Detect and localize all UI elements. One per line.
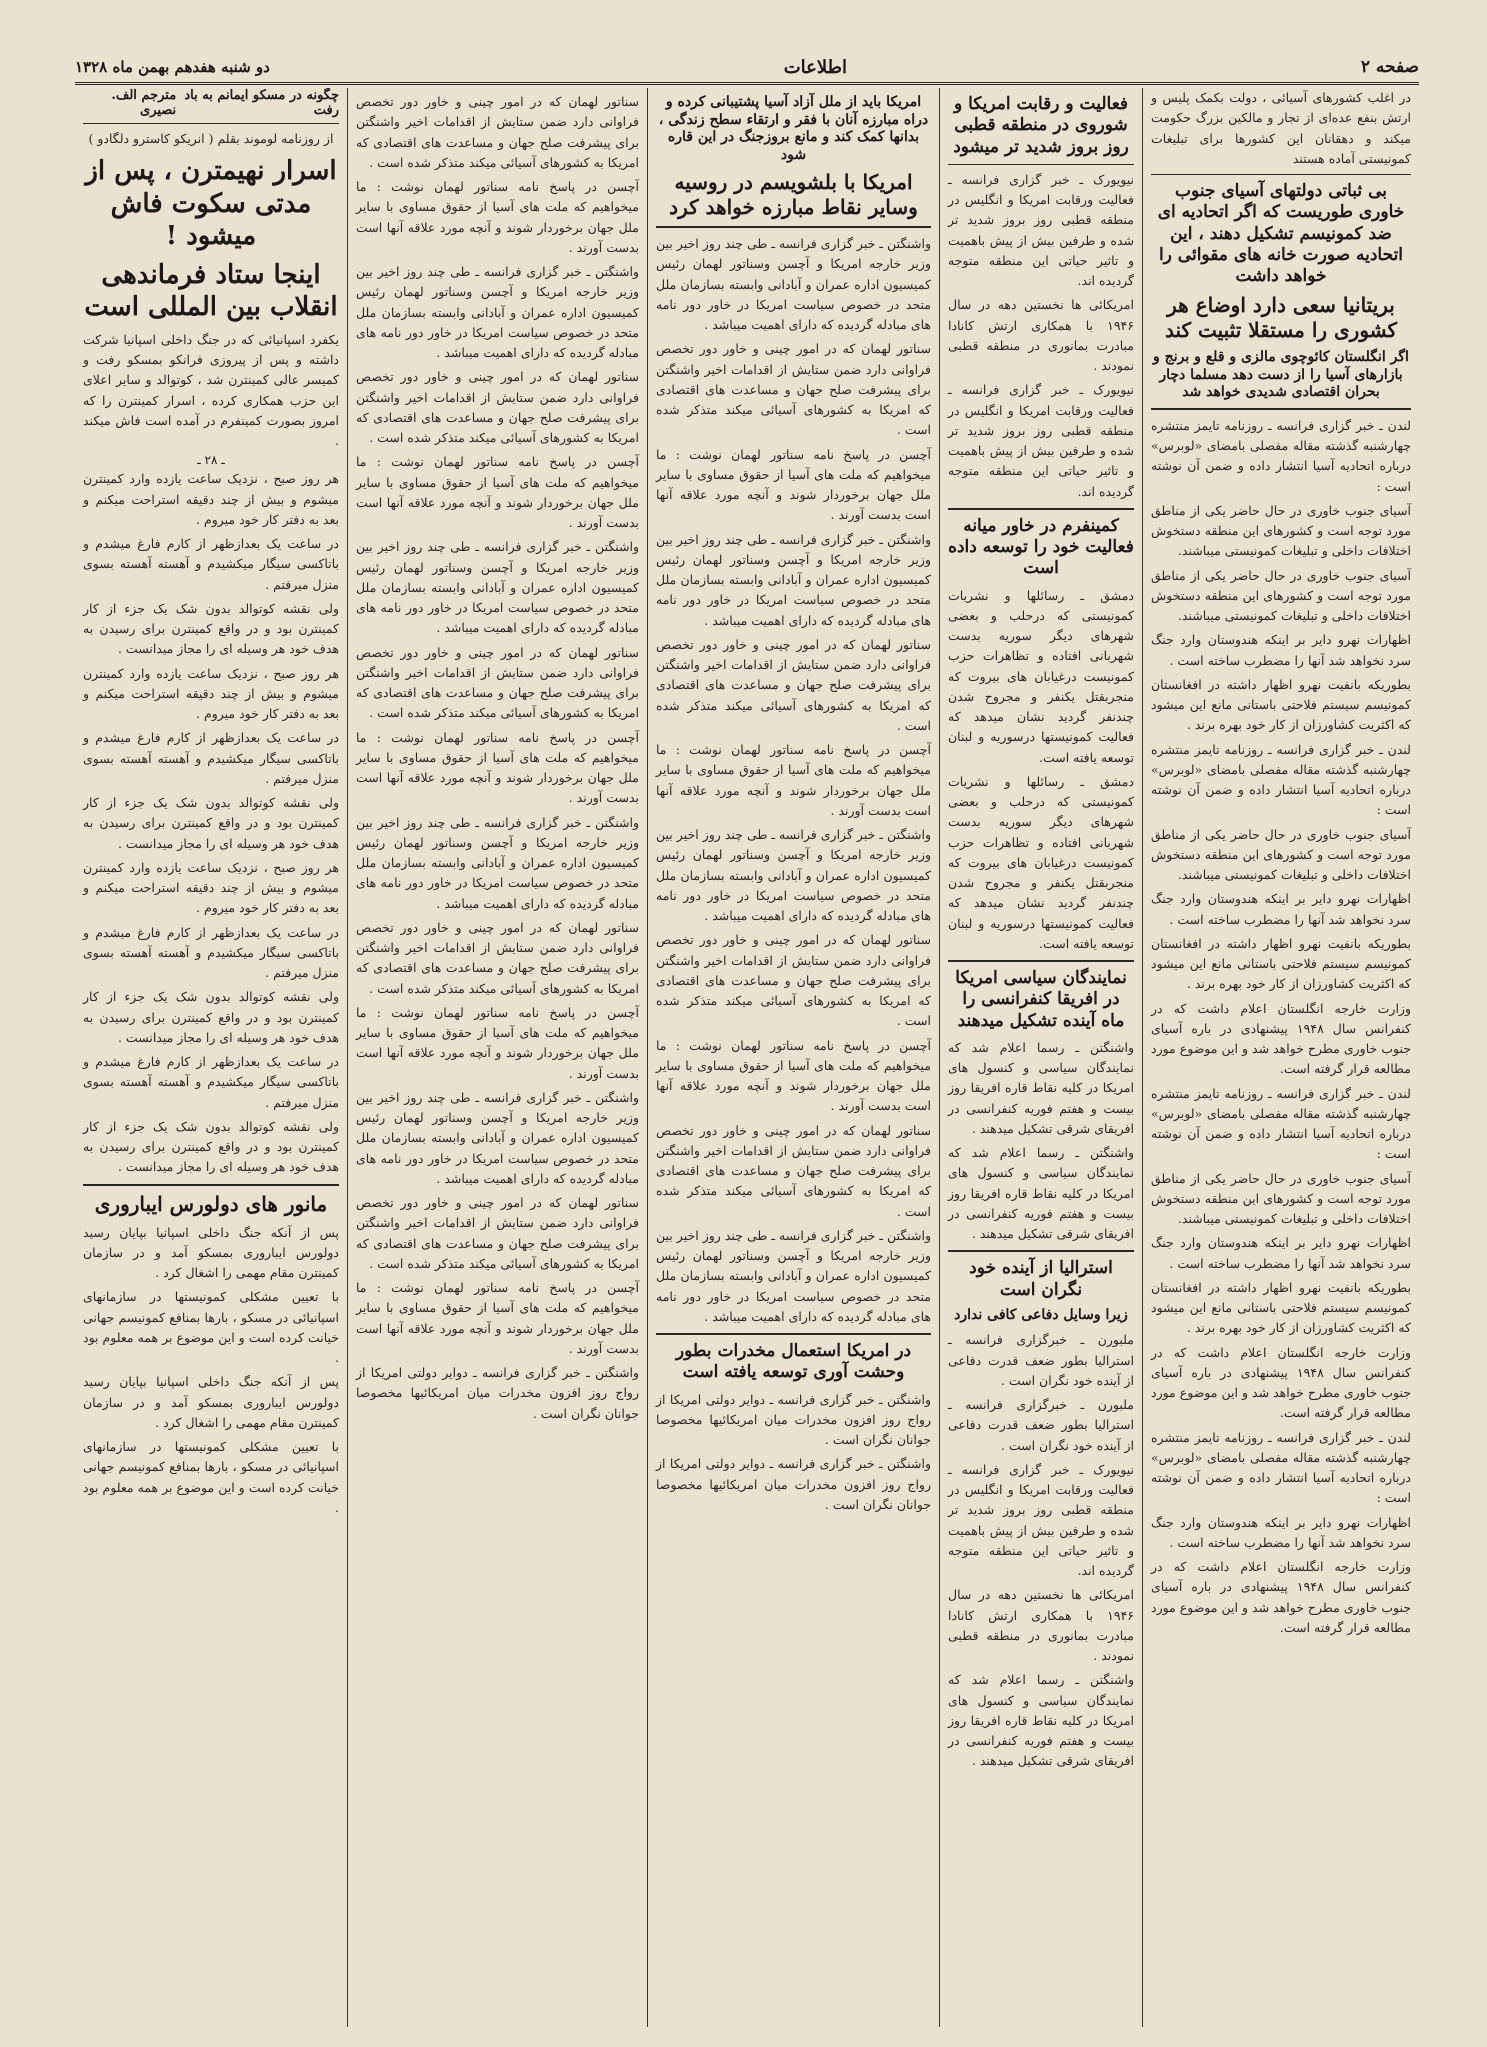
paragraph: با تعیین مشکلی کمونیستها در سازمانهای اسپانیائی در مسکو ، بارها بمنافع کمونیسم جهانی خیانت کرده است و این موضوع بر همه معلوم بود .: [83, 1289, 339, 1365]
paragraph: نیویورک ـ خبر گزاری فرانسه ـ فعالیت ورقابت امریکا و انگلیس در منطقه قطبی روز بروز شدید تر شده و طرفین بیش از پیش باهمیت و تاثیر حیاتی این منطقه متوجه گردیده اند.: [948, 1461, 1134, 1578]
paragraph: لندن ـ خبر گزاری فرانسه ـ روزنامه تایمز منتشره چهارشنبه گذشته مقاله مفصلی بامضای «لوبرس» درباره اتحادیه آسیا انتشار داده و ضمن آن نوشته است :: [1151, 1085, 1411, 1162]
paragraph: آچسن در پاسخ نامه سناتور لهمان نوشت : ما میخواهیم که ملت های آسیا از حقوق مساوی با سایر ملل جهان برخوردار شوند و آنچه مورد علاقه آنها است بدست آورند .: [356, 1004, 639, 1081]
paragraph: وزارت خارجه انگلستان اعلام داشت که در کنفرانس سال ۱۹۴۸ پیشنهادی در باره آسیای جنوب خاوری مطرح خواهد شد و این موضوع مورد مطالعه قرار گرفته است.: [1151, 1344, 1411, 1421]
paragraph: واشنگتن ـ خبر گزاری فرانسه ـ دوایر دولتی امریکا از رواج روز افزون مخدرات میان امریکائیها مخصوصا جوانان نگران است .: [356, 1365, 639, 1421]
article-deck: اگر انگلستان کائوچوی مالزی و قلع و برنج و بازارهای آسیا را از دست دهد مسلما دچار بحران اقتصادی شدیدی خواهد شد: [1153, 349, 1409, 401]
arctic-headline: فعالیت و رقابت امریکا و شوروی در منطقه قطبی روز بروز شدید تر میشود: [953, 94, 1129, 157]
paragraph: سناتور لهمان که در امور چینی و خاور دور تخصص فراوانی دارد ضمن ستایش از اقدامات اخیر واشنگتن برای پیشرفت صلح جهان و مساعدت های اقتصادی که امریکا به کشورهای آسیائی میکند متذکر شده است .: [656, 1122, 931, 1219]
paragraph: واشنگتن ـ خبر گزاری فرانسه ـ طی چند روز اخیر بین وزیر خارجه امریکا و آچسن وسناتور لهمان رئیس کمیسیون اداره عمران و آبادانی وابسته بسازمان ملل متحد در خصوص سیاست امریکا در خاور دور نامه های مبادله گردیده که دارای اهمیت میباشد .: [656, 827, 931, 923]
series-title: چگونه در مسکو ایمانم به باد رفت: [184, 88, 339, 118]
paragraph: سناتور لهمان که در امور چینی و خاور دور تخصص فراوانی دارد ضمن ستایش از اقدامات اخیر واشنگتن برای پیشرفت صلح جهان و مساعدت های اقتصادی که امریکا به کشورهای آسیائی میکند متذکر شده است .: [356, 644, 639, 721]
columns: [75, 88, 1419, 2027]
page-number: صفحه ۲: [1360, 57, 1419, 77]
column-arctic: [939, 88, 1142, 2027]
comintern-headline: اسرار نهیمترن ، پس از مدتی سکوت فاش میشود !: [85, 156, 337, 252]
paragraph: امریکائی ها نخستین دهه در سال ۱۹۴۶ با همکاری ارتش کانادا مبادرت بمانوری در منطقه قطبی نمودند .: [948, 1587, 1134, 1663]
paragraph: واشنگتن ـ خبر گزاری فرانسه ـ طی چند روز اخیر بین وزیر خارجه امریکا و آچسن وسناتور لهمان رئیس کمیسیون اداره عمران و آبادانی وابسته بسازمان ملل متحد در خصوص سیاست امریکا در خاور دور نامه های مبادله گردیده که دارای اهمیت میباشد .: [356, 1089, 639, 1186]
article-body: [1151, 416, 1411, 1638]
africa-headline: نمایندگان سیاسی امریکا در افریقا کنفرانسی را ماه آینده تشکیل میدهند: [955, 968, 1127, 1031]
article-headline: بریتانیا سعی دارد اوضاع هر کشوری را مستقلا تثبیت کند: [1164, 293, 1398, 343]
paragraph: پس از آنکه جنگ داخلی اسپانیا بپایان رسید دولورس ایباروری بمسکو آمد و در سازمان کمینترن مقام مهمی را اشغال کرد .: [83, 1224, 339, 1280]
paragraph: در ساعت یک بعدازظهر از کارم فارغ میشدم و باتاکسی سیگار میکشیدم و آهسته آهسته بسوی منزل میرفتم .: [83, 730, 339, 786]
paragraph: آچسن در پاسخ نامه سناتور لهمان نوشت : ما میخواهیم که ملت های آسیا از حقوق مساوی با سایر ملل جهان برخوردار شوند و آنچه مورد علاقه آنها است بدست آورند .: [656, 446, 931, 523]
paragraph: ولی نقشه کوتوالد بدون شک یک جزء از کار کمینترن بود و در واقع کمینترن برای رسیدن به هدف خود هر وسیله ای را مجاز میدانست .: [83, 1118, 339, 1175]
paragraph: ولی نقشه کوتوالد بدون شک یک جزء از کار کمینترن بود و در واقع کمینترن برای رسیدن به هدف خود هر وسیله ای را مجاز میدانست .: [83, 795, 339, 851]
drugs-body: [656, 1390, 931, 1516]
paragraph: پس از آنکه جنگ داخلی اسپانیا بپایان رسید دولورس ایباروری بمسکو آمد و در سازمان کمینترن مقام مهمی را اشغال کرد .: [83, 1374, 339, 1430]
paragraph: نیویورک ـ خبر گزاری فرانسه ـ فعالیت ورقابت امریکا و انگلیس در منطقه قطبی روز بروز شدید تر شده و طرفین بیش از پیش باهمیت و تاثیر حیاتی این منطقه متوجه گردیده اند.: [948, 382, 1134, 499]
paragraph: واشنگتن ـ رسما اعلام شد که نمایندگان سیاسی و کنسول های امریکا در کلیه نقاط قاره افریقا روز بیست و هفتم فوریه کنفرانسی در افریقای شرقی تشکیل میدهند .: [948, 1672, 1134, 1769]
paragraph: آسیای جنوب خاوری در حال حاضر یکی از مناطق مورد توجه است و کشورهای این منطقه دستخوش اختلافات داخلی و تبلیغات کمونیستی میباشند.: [1151, 502, 1411, 559]
paragraph: سناتور لهمان که در امور چینی و خاور دور تخصص فراوانی دارد ضمن ستایش از اقدامات اخیر واشنگتن برای پیشرفت صلح جهان و مساعدت های اقتصادی که امریکا به کشورهای آسیائی میکند متذکر شده است .: [356, 94, 639, 170]
paragraph: آچسن در پاسخ نامه سناتور لهمان نوشت : ما میخواهیم که ملت های آسیا از حقوق مساوی با سایر ملل جهان برخوردار شوند و آنچه مورد علاقه آنها است بدست آورند .: [356, 729, 639, 806]
issue-date: دو شنبه هفدهم بهمن ماه ۱۳۲۸: [75, 58, 270, 76]
paragraph: واشنگتن ـ خبر گزاری فرانسه ـ طی چند روز اخیر بین وزیر خارجه امریکا و آچسن وسناتور لهمان رئیس کمیسیون اداره عمران و آبادانی وابسته بسازمان ملل متحد در خصوص سیاست امریکا در خاور دور نامه های مبادله گردیده که دارای اهمیت میباشد .: [656, 531, 931, 628]
australia-subheadline: زیرا وسایل دفاعی کافی ندارد: [954, 1306, 1128, 1323]
installment-number: ـ ۲۸ ـ: [197, 453, 225, 468]
paragraph: با تعیین مشکلی کمونیستها در سازمانهای اسپانیائی در مسکو ، بارها بمنافع کمونیسم جهانی خیانت کرده است و این موضوع بر همه معلوم بود .: [83, 1439, 339, 1515]
paragraph: واشنگتن ـ خبر گزاری فرانسه ـ دوایر دولتی امریکا از رواج روز افزون مخدرات میان امریکائیها مخصوصا جوانان نگران است .: [656, 1391, 931, 1447]
comintern-body: [83, 469, 339, 1177]
translator: مترجم الف. نصیری: [111, 88, 177, 118]
paragraph: در ساعت یک بعدازظهر از کارم فارغ میشدم و باتاکسی سیگار میکشیدم و آهسته آهسته بسوی منزل میرفتم .: [83, 1054, 339, 1110]
paragraph: سناتور لهمان که در امور چینی و خاور دور تخصص فراوانی دارد ضمن ستایش از اقدامات اخیر واشنگتن برای پیشرفت صلح جهان و مساعدت های اقتصادی که امریکا به کشورهای آسیائی میکند متذکر شده است .: [356, 919, 639, 996]
paragraph: آچسن در پاسخ نامه سناتور لهمان نوشت : ما میخواهیم که ملت های آسیا از حقوق مساوی با سایر ملل جهان برخوردار شوند و آنچه مورد علاقه آنها است بدست آورند .: [656, 742, 931, 818]
drugs-headline: در امریکا استعمال مخدرات بطور وحشت آوری توسعه یافته است: [675, 1341, 912, 1383]
australia-body: [948, 1330, 1134, 1771]
africa-body: [948, 1038, 1134, 1245]
paragraph: واشنگتن ـ خبر گزاری فرانسه ـ طی چند روز اخیر بین وزیر خارجه امریکا و آچسن وسناتور لهمان رئیس کمیسیون اداره عمران و آبادانی وابسته بسازمان ملل متحد در خصوص سیاست امریکا در خاور دور نامه های مبادله گردیده که دارای اهمیت میباشد .: [656, 1227, 931, 1324]
australia-headline: استرالیا از آینده خود نگران است: [969, 1258, 1113, 1300]
column-britain: [1142, 88, 1419, 2027]
america-subheadline: امریکا باید از ملل آزاد آسیا پشتیبانی کرده و دراه مبارزه آنان با فقر و ارتقاء سطح زندگی ، بدانها کمک کند و مانع بروزجنگ در این قاره شود: [658, 94, 929, 163]
series-header: [83, 88, 339, 118]
paragraph: اظهارات نهرو دایر بر اینکه هندوستان وارد جنگ سرد نخواهد شد آنها را مضطرب ساخته است .: [1151, 632, 1411, 668]
paragraph: واشنگتن ـ خبر گزاری فرانسه ـ دوایر دولتی امریکا از رواج روز افزون مخدرات میان امریکائیها مخصوصا جوانان نگران است .: [656, 1456, 931, 1512]
intro-text: در اغلب کشورهای آسیائی ، دولت بکمک پلیس و ارتش بنفع عده‌ای از تجار و مالکین بزرگ حکومت میکند و دهقانان این کشورها برای تبلیغات کمونیستی آماده هستند: [1151, 90, 1411, 166]
paragraph: آسیای جنوب خاوری در حال حاضر یکی از مناطق مورد توجه است و کشورهای این منطقه دستخوش اختلافات داخلی و تبلیغات کمونیستی میباشند.: [1151, 826, 1411, 882]
paragraph: وزارت خارجه انگلستان اعلام داشت که در کنفرانس سال ۱۹۴۸ پیشنهادی در باره آسیای جنوب خاوری مطرح خواهد شد و این موضوع مورد مطالعه قرار گرفته است.: [1151, 1559, 1411, 1635]
paragraph: واشنگتن ـ رسما اعلام شد که نمایندگان سیاسی و کنسول های امریکا در کلیه نقاط قاره افریقا روز بیست و هفتم فوریه کنفرانسی در افریقای شرقی تشکیل میدهند .: [948, 1145, 1134, 1241]
continuation-body: [356, 92, 639, 1424]
paragraph: وزارت خارجه انگلستان اعلام داشت که در کنفرانس سال ۱۹۴۸ پیشنهادی در باره آسیای جنوب خاوری مطرح خواهد شد و این موضوع مورد مطالعه قرار گرفته است.: [1151, 1000, 1411, 1077]
paragraph: بطوریکه بانفیت نهرو اظهار داشته در افغانستان کمونیسم سیستم فلاحتی باستانی مانع این میشود که اکثریت کشاورزان از کار خود بهره برند .: [1151, 935, 1411, 992]
masthead: [75, 52, 1419, 85]
paragraph: ولی نقشه کوتوالد بدون شک یک جزء از کار کمینترن بود و در واقع کمینترن برای رسیدن به هدف خود هر وسیله ای را مجاز میدانست .: [83, 989, 339, 1045]
paragraph: در ساعت یک بعدازظهر از کارم فارغ میشدم و باتاکسی سیگار میکشیدم و آهسته آهسته بسوی منزل میرفتم .: [83, 924, 339, 980]
paragraph: سناتور لهمان که در امور چینی و خاور دور تخصص فراوانی دارد ضمن ستایش از اقدامات اخیر واشنگتن برای پیشرفت صلح جهان و مساعدت های اقتصادی که امریکا به کشورهای آسیائی میکند متذکر شده است .: [656, 341, 931, 438]
comintern-headline-2: اینجا ستاد فرماندهی انقلاب بین المللی است: [84, 259, 338, 323]
america-headline: امریکا با بلشویسم در روسیه وسایر نقاط مبارزه خواهد کرد: [669, 170, 918, 219]
paragraph: واشنگتن ـ خبر گزاری فرانسه ـ طی چند روز اخیر بین وزیر خارجه امریکا و آچسن وسناتور لهمان رئیس کمیسیون اداره عمران و آبادانی وابسته بسازمان ملل متحد در خصوص سیاست امریکا در خاور دور نامه های مبادله گردیده که دارای اهمیت میباشد .: [356, 814, 639, 911]
ibarruri-body: [83, 1223, 339, 1519]
ibarruri-headline: مانور های دولورس ایباروری: [94, 1191, 328, 1216]
paragraph: اظهارات نهرو دایر بر اینکه هندوستان وارد جنگ سرد نخواهد شد آنها را مضطرب ساخته است .: [1151, 1235, 1411, 1271]
paragraph: لندن ـ خبر گزاری فرانسه ـ روزنامه تایمز منتشره چهارشنبه گذشته مقاله مفصلی بامضای «لوبرس» درباره اتحادیه آسیا انتشار داده و ضمن آن نوشته است :: [1151, 417, 1411, 494]
paragraph: سناتور لهمان که در امور چینی و خاور دور تخصص فراوانی دارد ضمن ستایش از اقدامات اخیر واشنگتن برای پیشرفت صلح جهان و مساعدت های اقتصادی که امریکا به کشورهای آسیائی میکند متذکر شده است .: [656, 932, 931, 1029]
paragraph: امریکائی ها نخستین دهه در سال ۱۹۴۶ با همکاری ارتش کانادا مبادرت بمانوری در منطقه قطبی نمودند .: [948, 297, 1134, 373]
paragraph: هر روز صبح ، نزدیک ساعت یازده وارد کمینترن میشوم و بیش از چند دقیقه استراحت میکنم و بعد به دفتر کار خود میروم .: [83, 471, 339, 527]
paragraph: آسیای جنوب خاوری در حال حاضر یکی از مناطق مورد توجه است و کشورهای این منطقه دستخوش اختلافات داخلی و تبلیغات کمونیستی میباشند.: [1151, 1170, 1411, 1226]
cominform-body: [948, 586, 1134, 955]
arctic-body: [948, 170, 1134, 502]
paragraph: بطوریکه بانفیت نهرو اظهار داشته در افغانستان کمونیسم سیستم فلاحتی باستانی مانع این میشود که اکثریت کشاورزان از کار خود بهره برند .: [1151, 676, 1411, 733]
paragraph: واشنگتن ـ خبر گزاری فرانسه ـ طی چند روز اخیر بین وزیر خارجه امریکا و آچسن وسناتور لهمان رئیس کمیسیون اداره عمران و آبادانی وابسته بسازمان ملل متحد در خصوص سیاست امریکا در خاور دور نامه های مبادله گردیده که دارای اهمیت میباشد .: [356, 264, 639, 360]
paragraph: هر روز صبح ، نزدیک ساعت یازده وارد کمینترن میشوم و بیش از چند دقیقه استراحت میکنم و بعد به دفتر کار خود میروم .: [83, 665, 339, 721]
paragraph: هر روز صبح ، نزدیک ساعت یازده وارد کمینترن میشوم و بیش از چند دقیقه استراحت میکنم و بعد به دفتر کار خود میروم .: [83, 859, 339, 916]
paragraph: بطوریکه بانفیت نهرو اظهار داشته در افغانستان کمونیسم سیستم فلاحتی باستانی مانع این میشود که اکثریت کشاورزان از کار خود بهره برند .: [1151, 1279, 1411, 1336]
paragraph: در ساعت یک بعدازظهر از کارم فارغ میشدم و باتاکسی سیگار میکشیدم و آهسته آهسته بسوی منزل میرفتم .: [83, 536, 339, 592]
article-subheadline: بی ثباتی دولتهای آسیای جنوب خاوری طوریست که اگر اتحادیه ای ضد کمونیسم تشکیل دهند ، این اتحادیه صورت خانه های مقوائی را خواهد داشت: [1157, 181, 1405, 286]
paragraph: دمشق ـ رسائلها و نشریات کمونیستی که درحلب و بعضی شهرهای دیگر سوریه بدست شهربانی افتاده و تظاهرات حزب کمونیست درغیابان های بیروت که منجربقتل یکنفر و مجروح شدن چندنفر گردید نشان میدهد که فعالیت کمونیستها درسوریه و لبنان توسعه یافته است.: [948, 773, 1134, 951]
cominform-headline: کمینفرم در خاور میانه فعالیت خود را توسعه داده است: [948, 515, 1134, 579]
column-america: [647, 88, 939, 2027]
paragraph: سناتور لهمان که در امور چینی و خاور دور تخصص فراوانی دارد ضمن ستایش از اقدامات اخیر واشنگتن برای پیشرفت صلح جهان و مساعدت های اقتصادی که امریکا به کشورهای آسیائی میکند متذکر شده است .: [656, 636, 931, 733]
paragraph: آسیای جنوب خاوری در حال حاضر یکی از مناطق مورد توجه است و کشورهای این منطقه دستخوش اختلافات داخلی و تبلیغات کمونیستی میباشند.: [1151, 567, 1411, 623]
paragraph: آچسن در پاسخ نامه سناتور لهمان نوشت : ما میخواهیم که ملت های آسیا از حقوق مساوی با سایر ملل جهان برخوردار شوند و آنچه مورد علاقه آنها است بدست آورند .: [356, 1280, 639, 1356]
paragraph: سناتور لهمان که در امور چینی و خاور دور تخصص فراوانی دارد ضمن ستایش از اقدامات اخیر واشنگتن برای پیشرفت صلح جهان و مساعدت های اقتصادی که امریکا به کشورهای آسیائی میکند متذکر شده است .: [356, 1195, 639, 1271]
paragraph: آچسن در پاسخ نامه سناتور لهمان نوشت : ما میخواهیم که ملت های آسیا از حقوق مساوی با سایر ملل جهان برخوردار شوند و آنچه مورد علاقه آنها است بدست آورند .: [356, 179, 639, 255]
paragraph: واشنگتن ـ خبر گزاری فرانسه ـ طی چند روز اخیر بین وزیر خارجه امریکا و آچسن وسناتور لهمان رئیس کمیسیون اداره عمران و آبادانی وابسته بسازمان ملل متحد در خصوص سیاست امریکا در خاور دور نامه های مبادله گردیده که دارای اهمیت میباشد .: [356, 539, 639, 636]
paragraph: واشنگتن ـ رسما اعلام شد که نمایندگان سیاسی و کنسول های امریکا در کلیه نقاط قاره افریقا روز بیست و هفتم فوریه کنفرانسی در افریقای شرقی تشکیل میدهند .: [948, 1039, 1134, 1136]
newspaper-name: اطلاعات: [783, 56, 847, 78]
paragraph: نیویورک ـ خبر گزاری فرانسه ـ فعالیت ورقابت امریکا و انگلیس در منطقه قطبی روز بروز شدید تر شده و طرفین بیش از پیش باهمیت و تاثیر حیاتی این منطقه متوجه گردیده اند.: [948, 171, 1134, 288]
paragraph: ملبورن ـ خبرگزاری فرانسه ـ استرالیا بطور ضعف قدرت دفاعی از آینده خود نگران است .: [948, 1397, 1134, 1453]
source-line: از روزنامه لوموند بقلم ( انریکو کاسترو دلگادو ): [88, 131, 334, 146]
paragraph: ملبورن ـ خبرگزاری فرانسه ـ استرالیا بطور ضعف قدرت دفاعی از آینده خود نگران است .: [948, 1332, 1134, 1388]
paragraph: آچسن در پاسخ نامه سناتور لهمان نوشت : ما میخواهیم که ملت های آسیا از حقوق مساوی با سایر ملل جهان برخوردار شوند و آنچه مورد علاقه آنها است بدست آورند .: [356, 454, 639, 530]
paragraph: اظهارات نهرو دایر بر اینکه هندوستان وارد جنگ سرد نخواهد شد آنها را مضطرب ساخته است .: [1151, 1514, 1411, 1550]
paragraph: سناتور لهمان که در امور چینی و خاور دور تخصص فراوانی دارد ضمن ستایش از اقدامات اخیر واشنگتن برای پیشرفت صلح جهان و مساعدت های اقتصادی که امریکا به کشورهای آسیائی میکند متذکر شده است .: [356, 369, 639, 445]
paragraph: دمشق ـ رسائلها و نشریات کمونیستی که درحلب و بعضی شهرهای دیگر سوریه بدست شهربانی افتاده و تظاهرات حزب کمونیست درغیابان های بیروت که منجربقتل یکنفر و مجروح شدن چندنفر گردید نشان میدهد که فعالیت کمونیستها درسوریه و لبنان توسعه یافته است.: [948, 587, 1134, 765]
paragraph: ولی نقشه کوتوالد بدون شک یک جزء از کار کمینترن بود و در واقع کمینترن برای رسیدن به هدف خود هر وسیله ای را مجاز میدانست .: [83, 600, 339, 657]
column-continuation: [347, 88, 647, 2027]
paragraph: واشنگتن ـ خبر گزاری فرانسه ـ طی چند روز اخیر بین وزیر خارجه امریکا و آچسن وسناتور لهمان رئیس کمیسیون اداره عمران و آبادانی وابسته بسازمان ملل متحد در خصوص سیاست امریکا در خاور دور نامه های مبادله گردیده که دارای اهمیت میباشد .: [656, 236, 931, 332]
column-comintern: [75, 88, 347, 2027]
comintern-lede: یکفرد اسپانیائی که در جنگ داخلی اسپانیا شرکت داشته و پس از پیروزی فرانکو بمسکو رفت و کمیسر عالی کمینترن شد ، کوتوالد و سایر اعلای این حزب همکاری کرده ، اسرار کمینترن را که امروز بصورت کمینفرم در آمده است فاش میکند .: [83, 331, 339, 448]
paragraph: اظهارات نهرو دایر بر اینکه هندوستان وارد جنگ سرد نخواهد شد آنها را مضطرب ساخته است .: [1151, 891, 1411, 927]
paragraph: آچسن در پاسخ نامه سناتور لهمان نوشت : ما میخواهیم که ملت های آسیا از حقوق مساوی با سایر ملل جهان برخوردار شوند و آنچه مورد علاقه آنها است بدست آورند .: [656, 1037, 931, 1114]
america-body: [656, 234, 931, 1327]
paragraph: لندن ـ خبر گزاری فرانسه ـ روزنامه تایمز منتشره چهارشنبه گذشته مقاله مفصلی بامضای «لوبرس» درباره اتحادیه آسیا انتشار داده و ضمن آن نوشته است :: [1151, 1429, 1411, 1506]
paragraph: لندن ـ خبر گزاری فرانسه ـ روزنامه تایمز منتشره چهارشنبه گذشته مقاله مفصلی بامضای «لوبرس» درباره اتحادیه آسیا انتشار داده و ضمن آن نوشته است :: [1151, 741, 1411, 818]
